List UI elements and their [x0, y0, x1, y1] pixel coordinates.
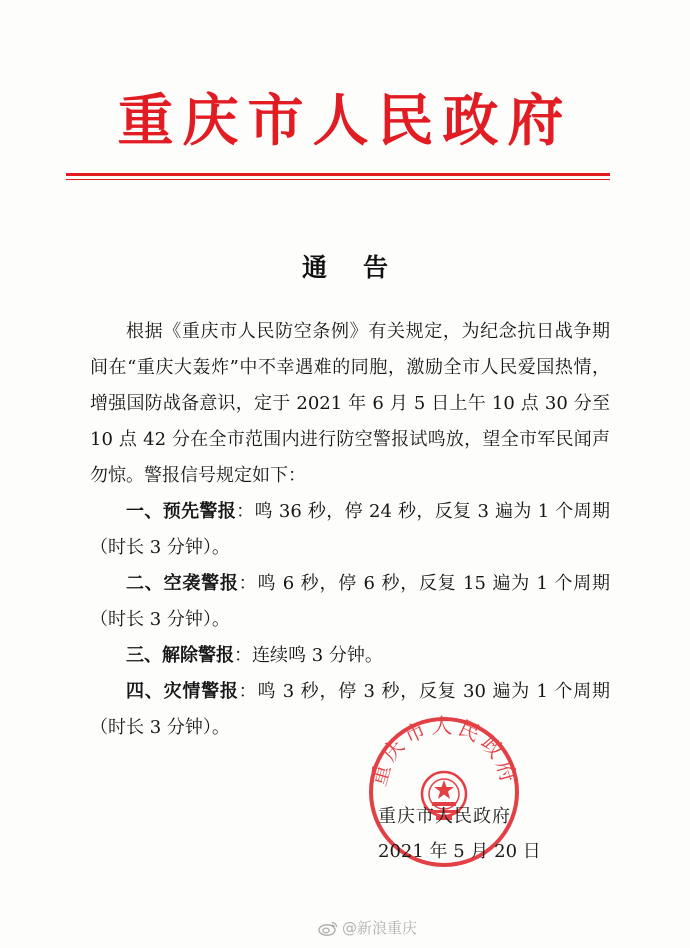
alert-prefix: 三、: [126, 645, 162, 666]
document-header-title: 重庆市人民政府: [117, 89, 573, 154]
weibo-watermark: [318, 917, 417, 938]
intro-paragraph: 根据《重庆市人民防空条例》有关规定，为纪念抗日战争期间在“重庆大轰炸”中不幸遇难的同胞，激励全市人民爱国热情，增强国防战备意识，定于 2021 年 6 月 5 日上午 10 点 30 分至 10 点 42 分在全市范围内进行防空警报试鸣放，望全市军民闻声勿惊。警报信号规定如下：: [90, 321, 610, 486]
alert-item-advance: [90, 494, 610, 566]
alert-name: 空袭警报: [163, 573, 239, 594]
signature-organization: 重庆市人民政府: [378, 806, 511, 827]
alert-description: ：鸣 3 秒，停 3 秒，反复 30 遍为 1 个周期（时长 3 分钟）。: [90, 681, 611, 738]
document-body: [90, 314, 610, 746]
alert-description: ：鸣 6 秒，停 6 秒，反复 15 遍为 1 个周期（时长 3 分钟）。: [90, 573, 611, 630]
alert-item-air-raid: [90, 566, 610, 638]
header-rule-thick: [66, 173, 610, 176]
alert-description: ：连续鸣 3 分钟。: [234, 645, 383, 666]
notice-title: 通告: [301, 253, 424, 282]
national-emblem-icon: [422, 772, 466, 820]
alert-prefix: 二、: [126, 573, 164, 594]
weibo-icon: [318, 920, 338, 936]
header-rule-thin: [66, 179, 610, 180]
signature-date: 2021 年 5 月 20 日: [378, 841, 541, 862]
alert-prefix: 一、: [126, 501, 163, 522]
seal-text: 重庆市人民政府: [366, 714, 522, 789]
watermark-text: @新浪重庆: [342, 919, 418, 937]
alert-name: 灾情警报: [163, 681, 239, 702]
alert-description: ：鸣 36 秒，停 24 秒，反复 3 遍为 1 个周期（时长 3 分钟）。: [90, 501, 611, 558]
alert-item-all-clear: [90, 638, 610, 674]
alert-prefix: 四、: [126, 681, 164, 702]
alert-list: [90, 494, 610, 746]
alert-name: 解除警报: [162, 645, 234, 666]
official-seal-icon: [366, 714, 522, 870]
alert-name: 预先警报: [162, 501, 237, 522]
alert-item-disaster: [90, 674, 610, 746]
